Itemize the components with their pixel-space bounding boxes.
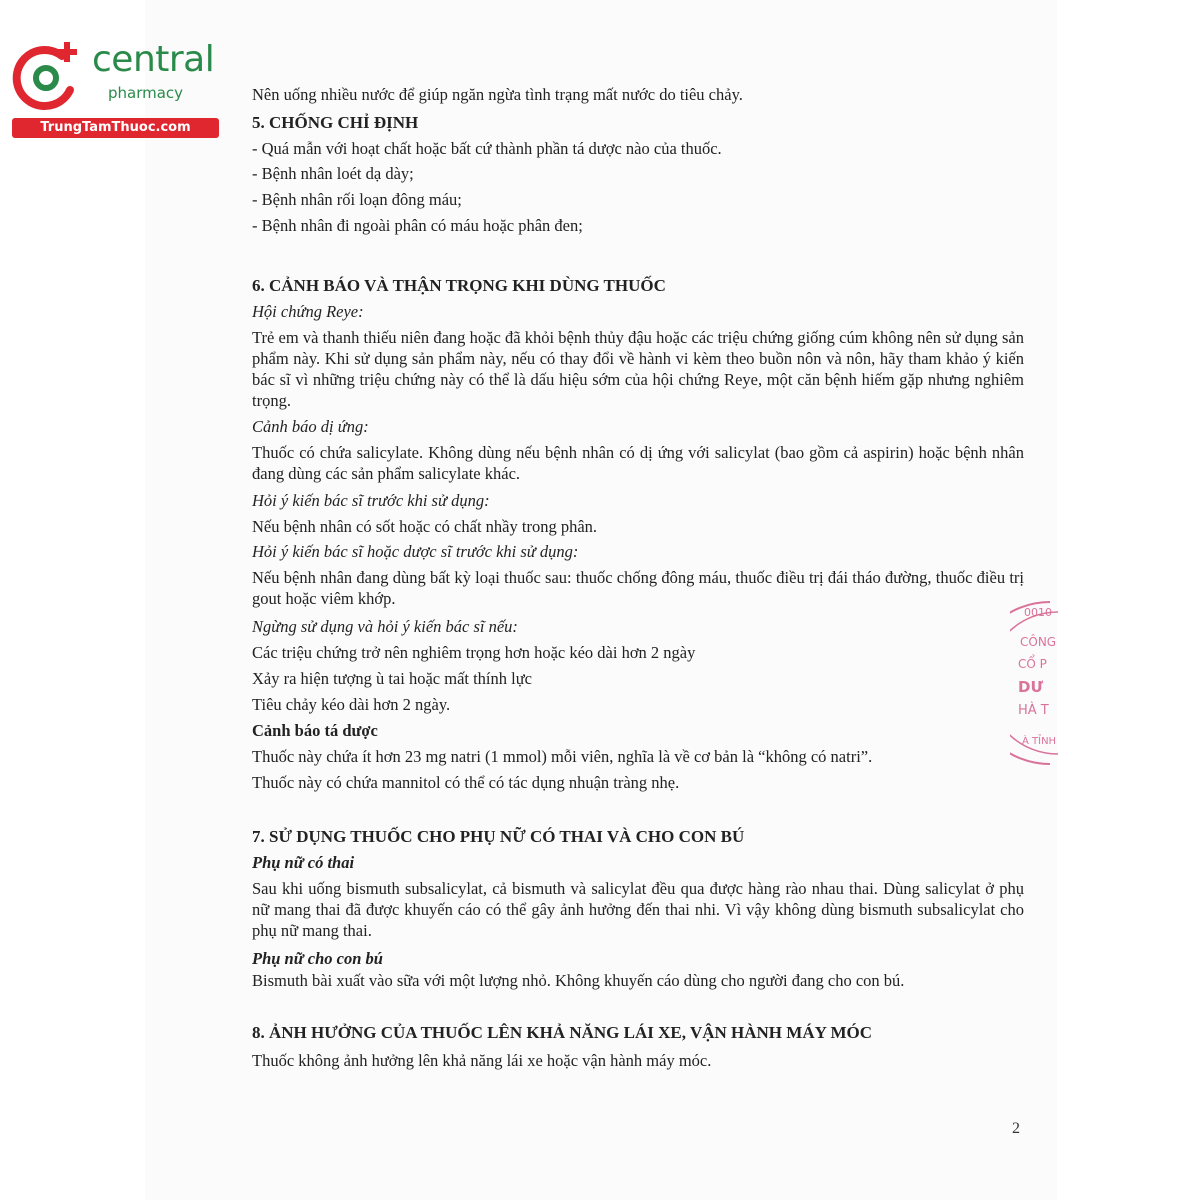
pregnancy-paragraph: Sau khi uống bismuth subsalicylat, cả bismuth và salicylat đều qua được hàng rào nhau thai. Dùng salicylat ở phụ nữ mang thai đã được khuyến cáo có thể gây ảnh hưởng đến thai nhi. Vì vậy không dùng bismuth subsalicylat cho phụ nữ mang thai.	[252, 879, 1024, 940]
stop-use-item: Xảy ra hiện tượng ù tai hoặc mất thính lực	[252, 669, 532, 688]
ask-pharmacist-paragraph: Nếu bệnh nhân đang dùng bất kỳ loại thuốc sau: thuốc chống đông máu, thuốc điều trị đái tháo đường, thuốc điều trị gout hoặc viêm khớp.	[252, 568, 1024, 608]
svg-text:CÔNG: CÔNG	[1020, 635, 1057, 649]
svg-text:HÀ T: HÀ T	[1018, 703, 1049, 718]
stop-use-subheading: Ngừng sử dụng và hỏi ý kiến bác sĩ nếu:	[252, 617, 518, 636]
excipient-line: Thuốc này chứa ít hơn 23 mg natri (1 mmol) mỗi viên, nghĩa là về cơ bản là “không có natri”.	[252, 747, 873, 766]
section-5-heading: 5. CHỐNG CHỈ ĐỊNH	[252, 113, 419, 132]
stop-use-item: Các triệu chứng trở nên nghiêm trọng hơn hoặc kéo dài hơn 2 ngày	[252, 643, 696, 662]
svg-text:CỔ P: CỔ P	[1018, 657, 1047, 671]
contraindication-item: - Bệnh nhân loét dạ dày;	[252, 164, 414, 183]
page-number: 2	[1012, 1120, 1020, 1137]
breastfeeding-paragraph: Bismuth bài xuất vào sữa với một lượng nhỏ. Không khuyến cáo dùng cho người đang cho con bú.	[252, 971, 905, 990]
section-7-heading: 7. SỬ DỤNG THUỐC CHO PHỤ NỮ CÓ THAI VÀ CHO CON BÚ	[252, 827, 745, 846]
pregnancy-subheading: Phụ nữ có thai	[252, 853, 355, 872]
brand-name: central	[92, 39, 215, 80]
allergy-paragraph: Thuốc có chứa salicylate. Không dùng nếu bệnh nhân có dị ứng với salicylat (bao gồm cả aspirin) hoặc bệnh nhân đang dùng các sản phẩm salicylate khác.	[252, 443, 1024, 483]
breastfeeding-subheading: Phụ nữ cho con bú	[252, 949, 383, 968]
reye-subheading: Hội chứng Reye:	[252, 302, 364, 321]
contraindication-item: - Bệnh nhân rối loạn đông máu;	[252, 190, 462, 209]
excipient-subheading: Cảnh báo tá dược	[252, 721, 378, 740]
ask-doctor-paragraph: Nếu bệnh nhân có sốt hoặc có chất nhầy trong phân.	[252, 517, 598, 536]
section-8-heading: 8. ẢNH HƯỞNG CỦA THUỐC LÊN KHẢ NĂNG LÁI XE, VẬN HÀNH MÁY MÓC	[252, 1023, 873, 1042]
svg-text:À TỈNH: À TỈNH	[1022, 736, 1057, 747]
svg-text:DƯ: DƯ	[1018, 678, 1043, 696]
ask-pharmacist-subheading: Hỏi ý kiến bác sĩ hoặc dược sĩ trước khi sử dụng:	[252, 542, 579, 561]
brand-url[interactable]: TrungTamThuoc.com	[12, 118, 219, 138]
company-stamp	[1010, 598, 1060, 768]
excipient-line: Thuốc này có chứa mannitol có thể có tác dụng nhuận tràng nhẹ.	[252, 773, 680, 792]
contraindication-item: - Quá mẫn với hoạt chất hoặc bất cứ thành phần tá dược nào của thuốc.	[252, 139, 722, 158]
stop-use-item: Tiêu chảy kéo dài hơn 2 ngày.	[252, 695, 451, 714]
reye-paragraph: Trẻ em và thanh thiếu niên đang hoặc đã khỏi bệnh thủy đậu hoặc các triệu chứng giống cúm không nên sử dụng sản phẩm này. Khi sử dụng sản phẩm này, nếu có thay đổi về hành vi kèm theo buồn nôn và nôn, hãy tham khảo ý kiến bác sĩ vì những triệu chứng này có thể là dấu hiệu sớm của hội chứng Reye, một căn bệnh hiếm gặp nhưng nghiêm trọng.	[252, 328, 1024, 410]
contraindication-item: - Bệnh nhân đi ngoài phân có máu hoặc phân đen;	[252, 216, 583, 235]
section-6-heading: 6. CẢNH BÁO VÀ THẬN TRỌNG KHI DÙNG THUỐC	[252, 276, 666, 295]
allergy-subheading: Cảnh báo dị ứng:	[252, 417, 369, 436]
central-pharmacy-logo[interactable]	[10, 38, 215, 138]
driving-paragraph: Thuốc không ảnh hưởng lên khả năng lái xe hoặc vận hành máy móc.	[252, 1051, 712, 1070]
pharmacy-cross-logo-icon	[10, 38, 88, 116]
ask-doctor-subheading: Hỏi ý kiến bác sĩ trước khi sử dụng:	[252, 491, 490, 510]
brand-sub: pharmacy	[108, 84, 184, 102]
intro-line: Nên uống nhiều nước để giúp ngăn ngừa tình trạng mất nước do tiêu chảy.	[252, 85, 743, 104]
svg-text:0010: 0010	[1024, 606, 1052, 619]
